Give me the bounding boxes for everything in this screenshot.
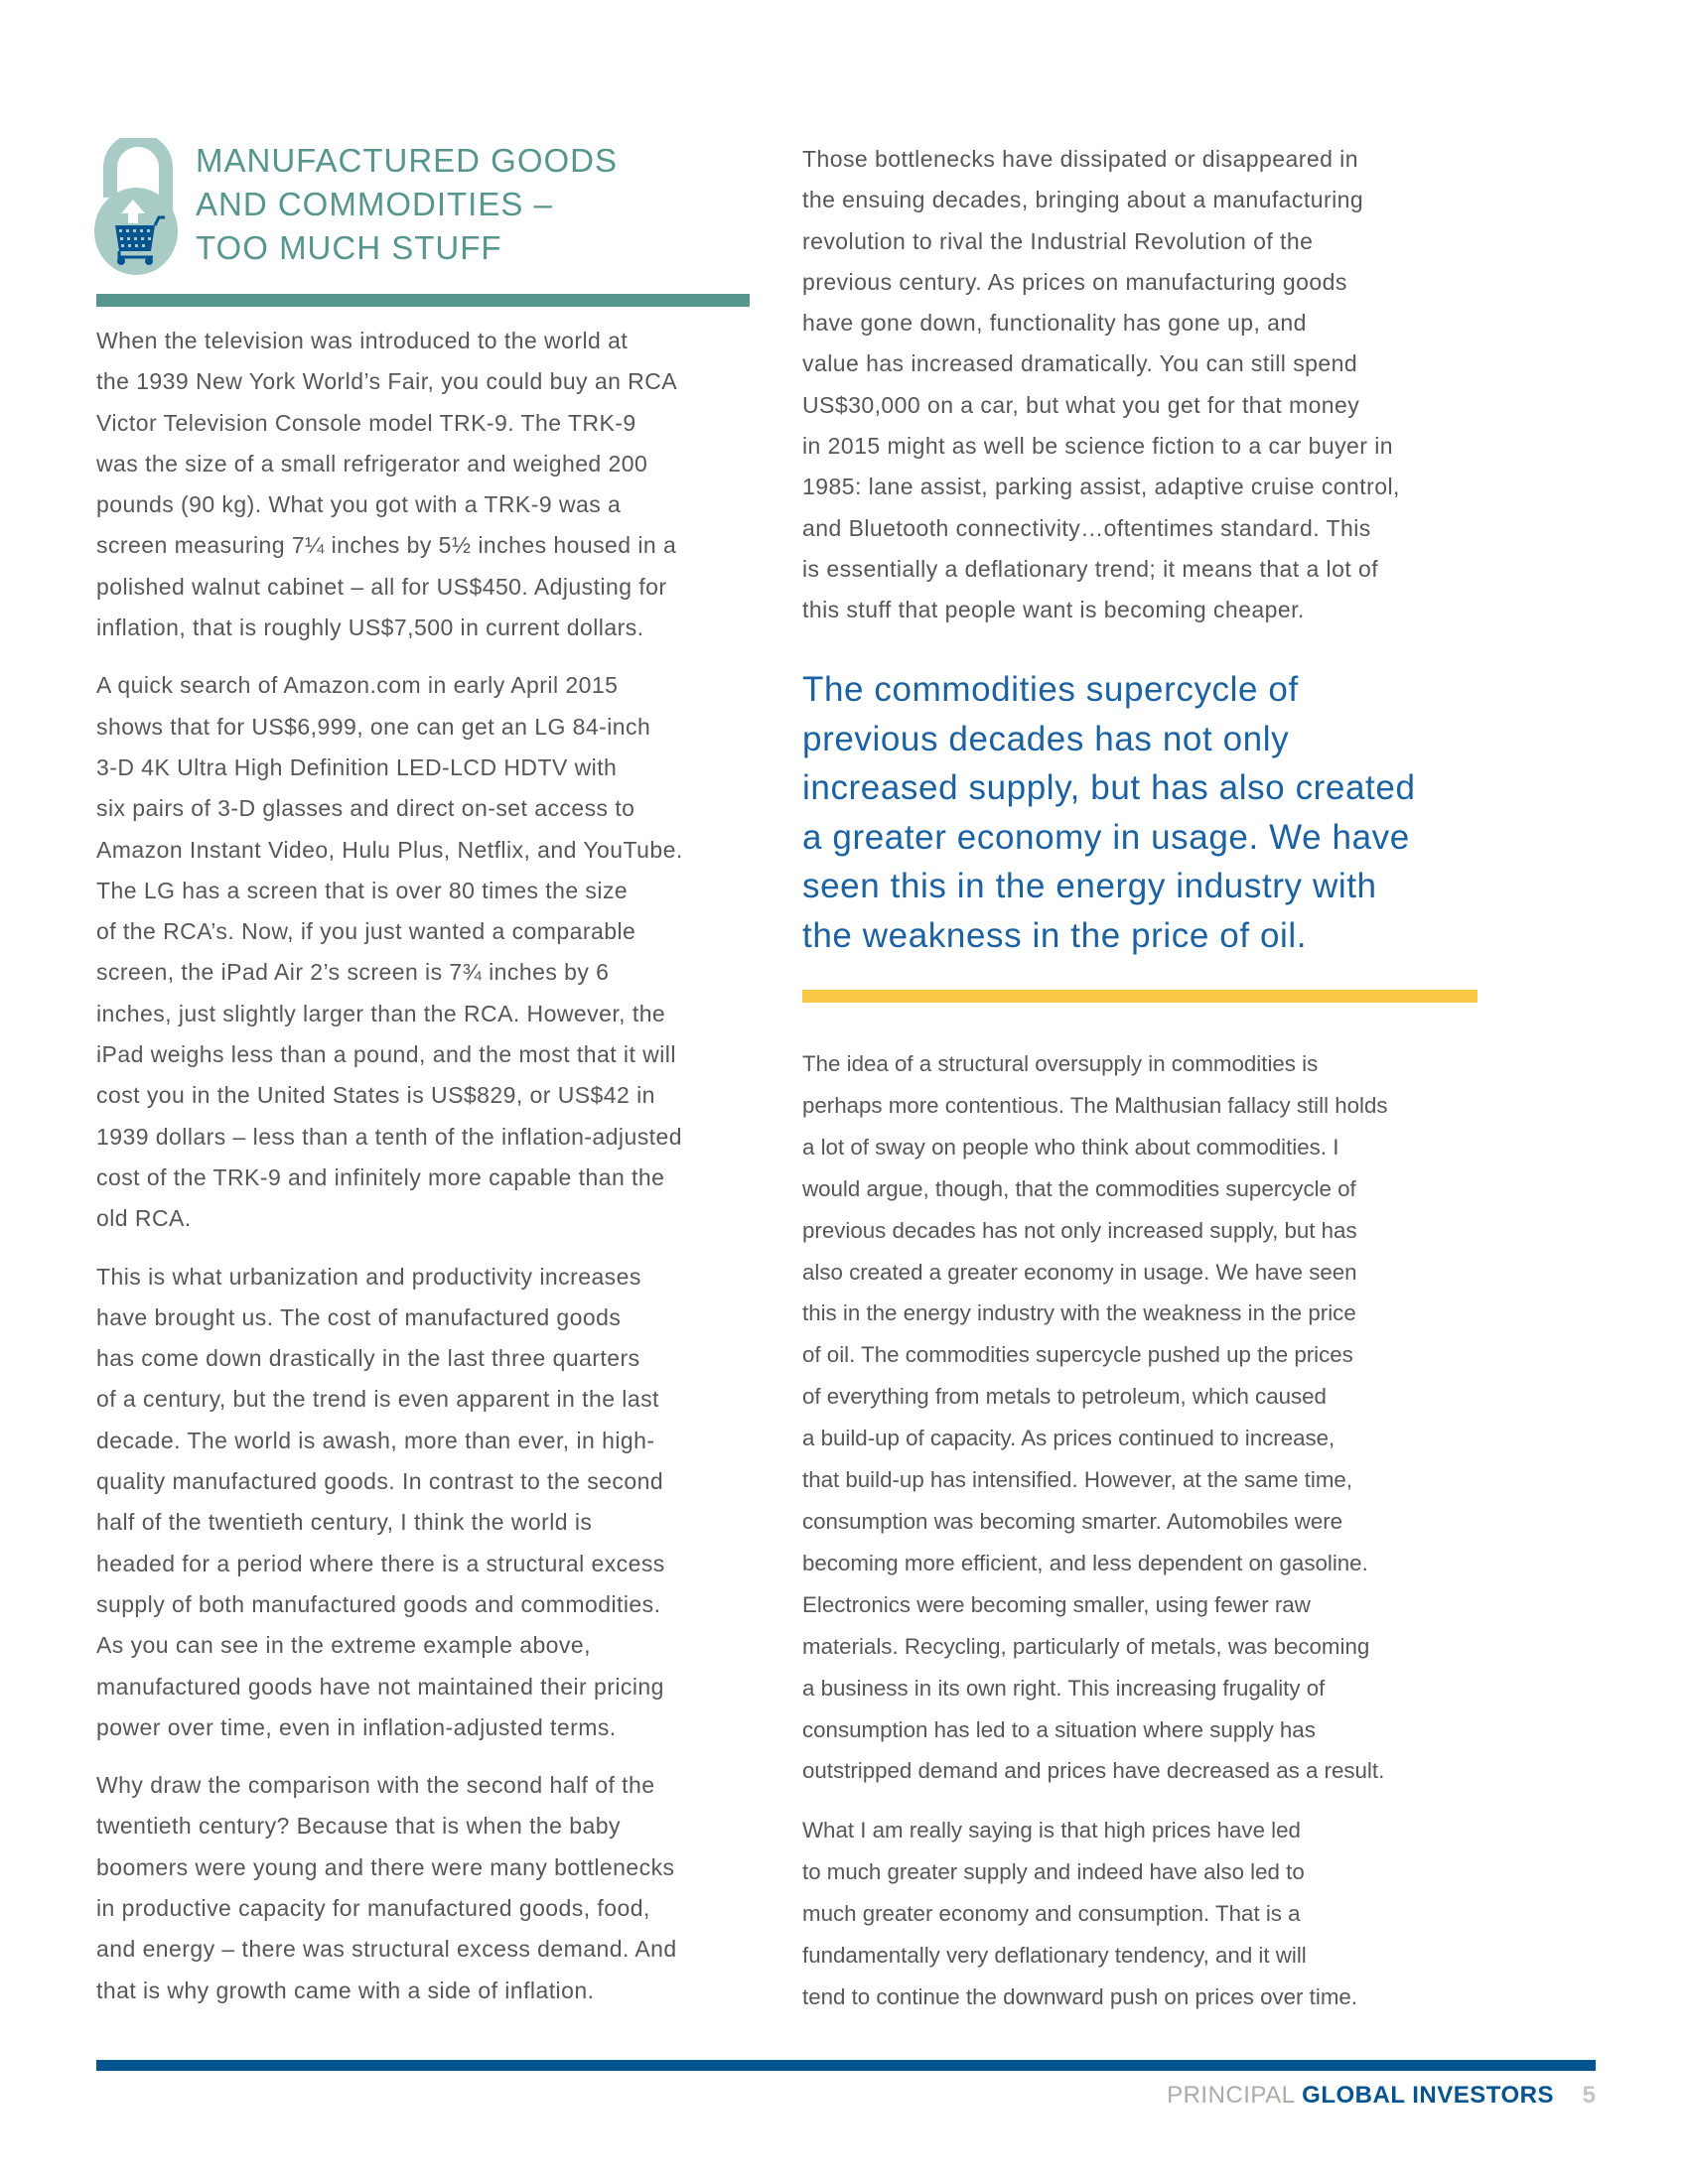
pull-quote-divider: [802, 990, 1477, 1003]
text-line: of the RCA’s. Now, if you just wanted a comparable: [96, 918, 636, 945]
text-line: that is why growth came with a side of inflation.: [96, 1977, 595, 2003]
text-line: decade. The world is awash, more than ever, in high-: [96, 1427, 655, 1453]
text-line: the ensuing decades, bringing about a manufacturing: [802, 187, 1364, 213]
text-line: fundamentally very deflationary tendency, and it will: [802, 1943, 1307, 1969]
pull-quote: [802, 665, 1416, 961]
text-line: this in the energy industry with the weakness in the price: [802, 1300, 1356, 1326]
text-line: this stuff that people want is becoming cheaper.: [802, 597, 1305, 623]
text-line: iPad weighs less than a pound, and the most that it will: [96, 1041, 676, 1068]
text-line: materials. Recycling, particularly of metals, was becoming: [802, 1633, 1370, 1659]
text-line: inflation, that is roughly US$7,500 in current dollars.: [96, 614, 644, 641]
text-line: was the size of a small refrigerator and weighed 200: [96, 450, 648, 477]
text-line: pounds (90 kg). What you got with a TRK-9 was a: [96, 491, 622, 518]
paragraph: [96, 665, 772, 1239]
text-line: boomers were young and there were many bottlenecks: [96, 1853, 675, 1880]
text-line: Why draw the comparison with the second half of the: [96, 1772, 655, 1799]
text-line: of oil. The commodities supercycle pushed up the prices: [802, 1342, 1353, 1368]
text-line: perhaps more contentious. The Malthusian fallacy still holds: [802, 1092, 1388, 1118]
text-line: cost of the TRK-9 and infinitely more capable than the: [96, 1163, 665, 1190]
text-line: polished walnut cabinet – all for US$450. Adjusting for: [96, 573, 667, 600]
footer-brand-bold: GLOBAL INVESTORS: [1302, 2082, 1554, 2109]
text-line: old RCA.: [96, 1205, 192, 1232]
footer-divider: [96, 2060, 1596, 2071]
heading-line: TOO MUCH STUFF: [196, 229, 502, 266]
text-line: screen measuring 7¼ inches by 5½ inches housed in a: [96, 532, 677, 559]
text-line: twentieth century? Because that is when the baby: [96, 1813, 621, 1840]
text-line: previous decades has not only increased supply, but has: [802, 1217, 1357, 1243]
text-line: Electronics were becoming smaller, using fewer raw: [802, 1591, 1311, 1617]
text-line: becoming more efficient, and less dependent on gasoline.: [802, 1550, 1368, 1575]
text-line: supply of both manufactured goods and commodities.: [96, 1590, 661, 1617]
text-line: The idea of a structural oversupply in commodities is: [802, 1051, 1319, 1076]
text-line: revolution to rival the Industrial Revolution of the: [802, 227, 1314, 254]
text-line: Victor Television Console model TRK-9. The TRK-9: [96, 409, 636, 436]
paragraph: [96, 1765, 772, 2011]
right-column-bottom: [802, 1043, 1388, 2036]
text-line: 3-D 4K Ultra High Definition LED-LCD HDTV with: [96, 753, 618, 780]
paragraph: [96, 1257, 772, 1749]
text-line: shows that for US$6,999, one can get an LG 84-inch: [96, 713, 651, 740]
paragraph: [802, 1043, 1388, 1792]
text-line: have brought us. The cost of manufactured goods: [96, 1303, 622, 1330]
text-line: quality manufactured goods. In contrast to the second: [96, 1468, 664, 1495]
quote-line: seen this in the energy industry with: [802, 867, 1377, 906]
text-line: power over time, even in inflation-adjusted terms.: [96, 1713, 617, 1740]
text-line: outstripped demand and prices have decreased as a result.: [802, 1758, 1385, 1784]
text-line: to much greater supply and indeed have also led to: [802, 1859, 1305, 1885]
paragraph: [802, 139, 1400, 631]
text-line: would argue, though, that the commodities supercycle of: [802, 1175, 1356, 1201]
text-line: and Bluetooth connectivity…oftentimes standard. This: [802, 514, 1371, 541]
heading-divider: [96, 294, 750, 307]
text-line: in productive capacity for manufactured goods, food,: [96, 1894, 650, 1921]
text-line: Those bottlenecks have dissipated or disappeared in: [802, 146, 1358, 172]
quote-line: increased supply, but has also created: [802, 768, 1416, 808]
text-line: in 2015 might as well be science fiction to a car buyer in: [802, 433, 1394, 460]
text-line: cost you in the United States is US$829, or US$42 in: [96, 1082, 655, 1109]
quote-line: a greater economy in usage. We have: [802, 817, 1410, 857]
text-line: What I am really saying is that high prices have led: [802, 1818, 1301, 1843]
text-line: previous century. As prices on manufacturing goods: [802, 268, 1347, 295]
text-line: tend to continue the downward push on prices over time.: [802, 1983, 1357, 2009]
text-line: As you can see in the extreme example above,: [96, 1632, 591, 1659]
text-line: that build-up has intensified. However, at the same time,: [802, 1467, 1353, 1493]
text-line: The LG has a screen that is over 80 times the size: [96, 877, 629, 903]
quote-line: the weakness in the price of oil.: [802, 915, 1308, 955]
text-line: US$30,000 on a car, but what you get for that money: [802, 391, 1360, 418]
text-line: of everything from metals to petroleum, which caused: [802, 1384, 1327, 1410]
text-line: a business in its own right. This increasing frugality of: [802, 1675, 1326, 1701]
text-line: Amazon Instant Video, Hulu Plus, Netflix, and YouTube.: [96, 836, 683, 863]
text-line: screen, the iPad Air 2’s screen is 7¾ inches by 6: [96, 959, 610, 986]
text-line: much greater economy and consumption. That is a: [802, 1901, 1301, 1927]
text-line: also created a greater economy in usage. We have seen: [802, 1259, 1357, 1285]
heading-line: AND COMMODITIES –: [196, 186, 553, 222]
text-line: 1939 dollars – less than a tenth of the inflation-adjusted: [96, 1123, 682, 1150]
text-line: consumption has led to a situation where supply has: [802, 1716, 1316, 1742]
text-line: a lot of sway on people who think about commodities. I: [802, 1134, 1339, 1160]
paragraph: [802, 1810, 1388, 2018]
text-line: manufactured goods have not maintained their pricing: [96, 1673, 664, 1700]
text-line: the 1939 New York World’s Fair, you could buy an RCA: [96, 368, 678, 395]
text-line: have gone down, functionality has gone up, and: [802, 310, 1307, 337]
text-line: consumption was becoming smarter. Automobiles were: [802, 1508, 1343, 1534]
text-line: of a century, but the trend is even apparent in the last: [96, 1386, 659, 1413]
text-line: half of the twentieth century, I think the world is: [96, 1509, 593, 1536]
right-column-top: [802, 139, 1400, 648]
paragraph: [96, 321, 772, 648]
text-line: 1985: lane assist, parking assist, adaptive cruise control,: [802, 474, 1400, 500]
heading-line: MANUFACTURED GOODS: [196, 142, 619, 179]
section-heading: [196, 139, 618, 270]
text-line: This is what urbanization and productivity increases: [96, 1263, 641, 1290]
text-line: When the television was introduced to the world at: [96, 328, 629, 353]
quote-line: previous decades has not only: [802, 719, 1290, 758]
quote-line: The commodities supercycle of: [802, 670, 1299, 709]
text-line: and energy – there was structural excess demand. And: [96, 1936, 677, 1963]
text-line: is essentially a deflationary trend; it means that a lot of: [802, 555, 1379, 582]
page-number: 5: [1582, 2082, 1596, 2109]
footer-brand-light: PRINCIPAL: [1167, 2082, 1296, 2109]
text-line: headed for a period where there is a structural excess: [96, 1550, 665, 1576]
text-line: A quick search of Amazon.com in early April 2015: [96, 672, 619, 699]
text-line: six pairs of 3-D glasses and direct on-set access to: [96, 795, 635, 822]
text-line: has come down drastically in the last three quarters: [96, 1345, 640, 1372]
text-line: inches, just slightly larger than the RCA. However, the: [96, 1000, 666, 1026]
footer: [1167, 2082, 1596, 2110]
text-line: value has increased dramatically. You can still spend: [802, 350, 1358, 377]
text-line: a build-up of capacity. As prices continued to increase,: [802, 1426, 1336, 1451]
left-column: [96, 321, 772, 2028]
padlock-shopping-cart-icon: [93, 138, 183, 277]
